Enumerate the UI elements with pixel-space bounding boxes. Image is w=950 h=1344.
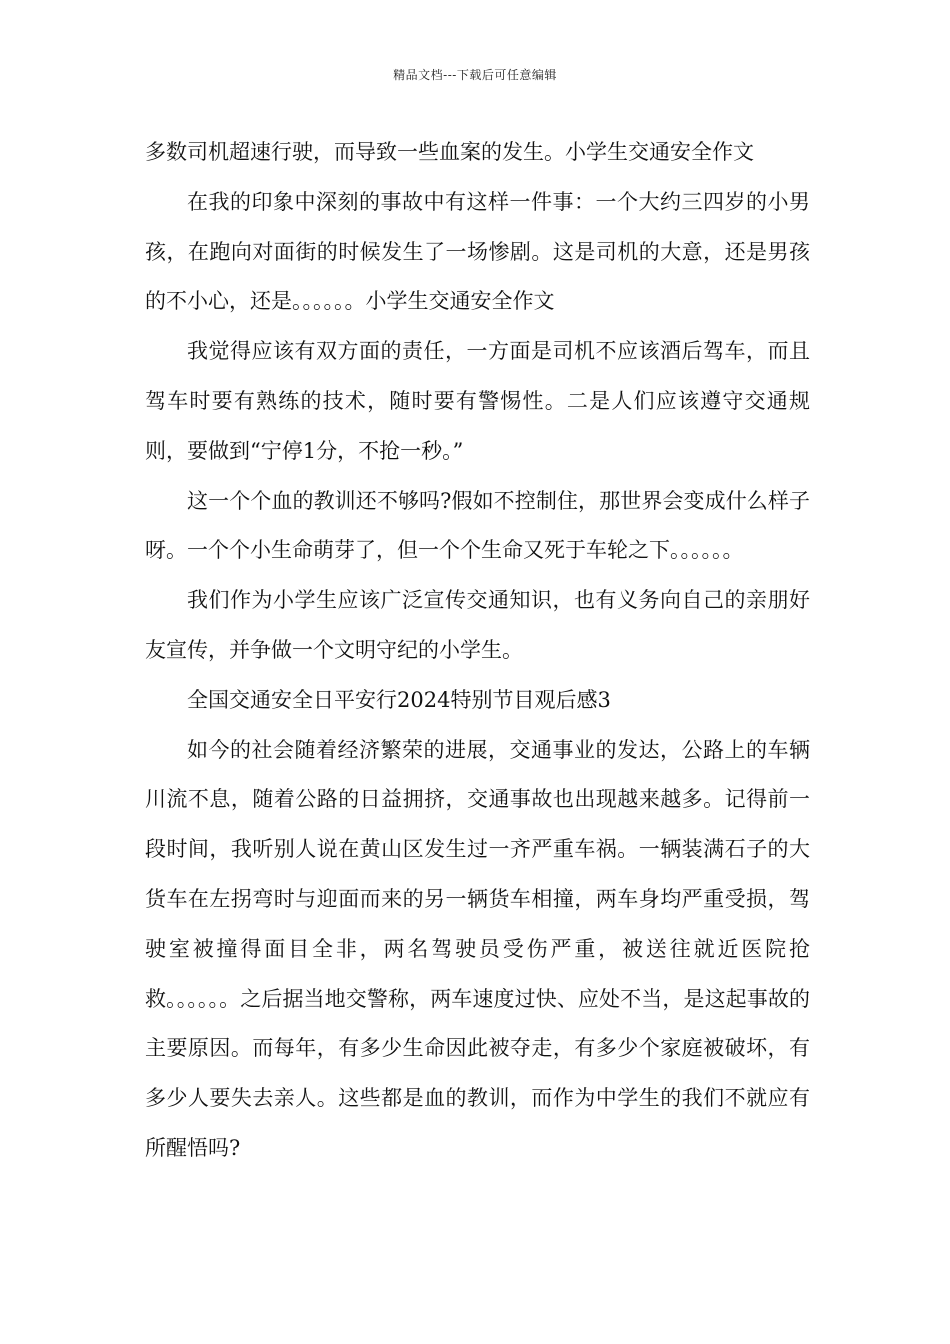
page-header: 精品文档---下载后可任意编辑 bbox=[393, 68, 557, 82]
paragraph: 如今的社会随着经济繁荣的进展，交通事业的发达，公路上的车辆川流不息，随着公路的日益拥挤，交通事故也出现越来越多。记得前一段时间，我听别人说在黄山区发生过一齐严重车祸。一辆装满石子的大货车在左拐弯时与迎面而来的另一辆货车相撞，两车身均严重受损，驾驶室被撞得面目全非，两名驾驶员受伤严重，被送往就近医院抢救。。。。。。之后据当地交警称，两车速度过快、应处不当，是这起事故的主要原因。而每年，有多少生命因此被夺走，有多少个家庭被破坏，有多少人要失去亲人。这些都是血的教训，而作为中学生的我们不就应有所醒悟吗? bbox=[145, 737, 810, 1160]
paragraph: 我觉得应该有双方面的责任，一方面是司机不应该酒后驾车，而且驾车时要有熟练的技术，随时要有警惕性。二是人们应该遵守交通规则，要做到“宁停1分，不抢一秒。” bbox=[145, 339, 810, 463]
section-heading: 全国交通安全日平安行2024特别节目观后感3 bbox=[187, 687, 611, 712]
paragraph: 多数司机超速行驶，而导致一些血案的发生。小学生交通安全作文 bbox=[145, 140, 754, 164]
document-body bbox=[145, 128, 810, 1174]
paragraph: 这一个个血的教训还不够吗?假如不控制住，那世界会变成什么样子呀。一个个小生命萌芽了，但一个个生命又死于车轮之下。。。。。。 bbox=[145, 488, 810, 563]
paragraph: 我们作为小学生应该广泛宣传交通知识，也有义务向自己的亲朋好友宣传，并争做一个文明守纪的小学生。 bbox=[145, 588, 810, 662]
paragraph: 在我的印象中深刻的事故中有这样一件事：一个大约三四岁的小男孩，在跑向对面街的时候发生了一场惨剧。这是司机的大意，还是男孩的不小心，还是。。。。。。小学生交通安全作文 bbox=[145, 189, 810, 314]
